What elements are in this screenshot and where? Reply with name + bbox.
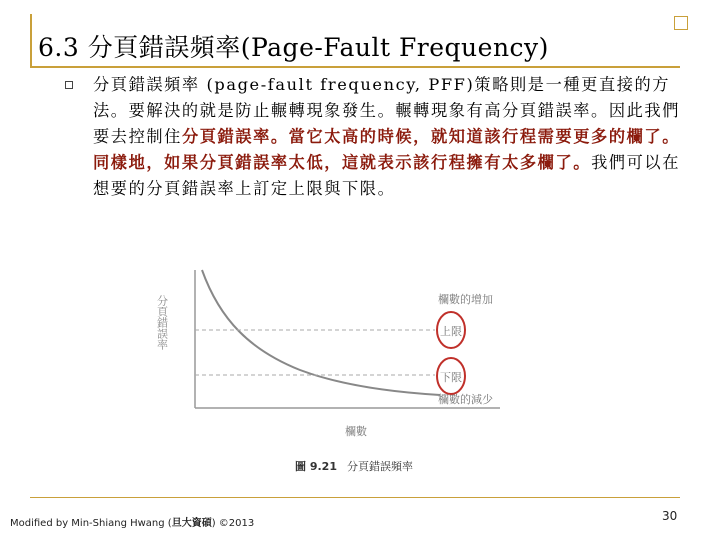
annotation-increase-frames: 欄數的增加 [438, 293, 493, 306]
footer-credit-suffix: ) ©2013 [211, 518, 255, 529]
footer-credit [10, 514, 254, 529]
bullet-text-outro: 我們可以在想要的分頁錯誤率上訂定上限與下限。 [93, 153, 680, 198]
footer-logo: 旦大資碩 [171, 518, 212, 529]
figure-y-label: 分頁錯誤率 [155, 295, 169, 350]
figure-caption [295, 458, 413, 474]
annotation-upper-bound: 上限 [440, 325, 462, 338]
footer-credit-prefix: Modified by Min-Shiang Hwang ( [10, 518, 172, 529]
figure-caption-number: 圖 9.21 [295, 460, 337, 473]
pff-curve [202, 270, 440, 395]
bullet-text-intro: 分頁錯誤頻率 (page-fault frequency, PFF)策略則是一種更直接的方法。要解決的就是防止輾轉現象發生。輾轉現象有高分頁錯誤率。因此我們要去控制住 [93, 75, 680, 146]
figure-x-label: 欄數 [345, 425, 367, 438]
annotation-decrease-frames: 欄數的減少 [438, 393, 493, 406]
footer-rule [30, 497, 680, 498]
page-number: 30 [662, 509, 678, 523]
title-frame-left-rule [30, 14, 32, 68]
pff-figure [140, 265, 520, 475]
figure-caption-text: 分頁錯誤頻率 [346, 460, 413, 473]
title-frame-corner-square [674, 16, 688, 30]
annotation-lower-bound: 下限 [440, 371, 462, 384]
bullet-paragraph [93, 72, 693, 202]
title-frame-bottom-rule [30, 66, 680, 68]
bullet-square-icon [65, 81, 73, 89]
bullet-text-highlight: 分頁錯誤率。當它太高的時候，就知道該行程需要更多的欄了。同樣地，如果分頁錯誤率太低，這就表示該行程擁有太多欄了。 [93, 127, 680, 172]
slide-title: 6.3 分頁錯誤頻率(Page-Fault Frequency) [38, 33, 549, 62]
